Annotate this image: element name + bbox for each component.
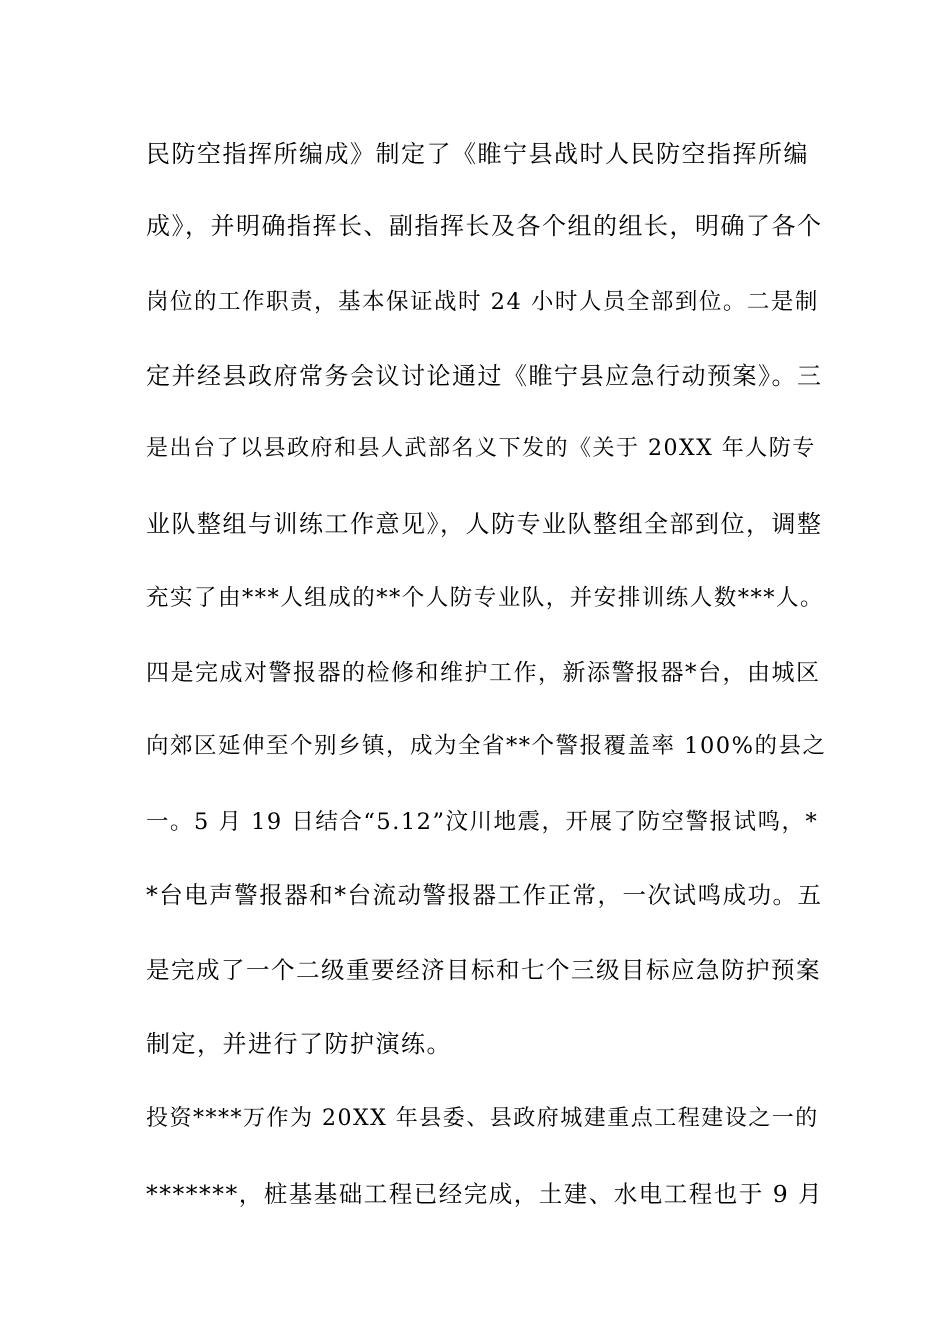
text-line: 制定，并进行了防护演练。	[146, 1030, 452, 1058]
text-line: 充实了由***人组成的**个人防专业队，并安排训练人数***人。	[146, 585, 825, 611]
text-line: 投资****万作为 20XX 年县委、县政府城建重点工程建设之一的	[146, 1106, 819, 1131]
text-line: 是完成了一个二级重要经济目标和七个三级目标应急防护预案	[146, 956, 821, 984]
text-line: 成》，并明确指挥长、副指挥长及各个组的组长，明确了各个	[146, 212, 823, 240]
text-line: 业队整组与训练工作意见》，人防专业队整组全部到位，调整	[146, 510, 823, 538]
text-line: 民防空指挥所编成》制定了《睢宁县战时人民防空指挥所编	[146, 140, 809, 168]
text-line: 一。5 月 19 日结合“5.12”汶川地震，开展了防空警报试鸣，*	[146, 809, 819, 835]
text-line: 岗位的工作职责，基本保证战时 24 小时人员全部到位。二是制	[146, 289, 819, 315]
text-line: 向郊区延伸至个别乡镇，成为全省**个警报覆盖率 100%的县之	[146, 733, 827, 759]
text-line: 四是完成对警报器的检修和维护工作，新添警报器*台，由城区	[146, 660, 821, 686]
text-line: *******，桩基基础工程已经完成，土建、水电工程也于 9 月	[146, 1180, 824, 1208]
text-line: 定并经县政府常务会议讨论通过《睢宁县应急行动预案》。三	[146, 362, 823, 390]
text-line: 是出台了以县政府和县人武部名义下发的《关于 20XX 年人防专	[146, 436, 816, 461]
text-line: *台电声警报器和*台流动警报器工作正常，一次试鸣成功。五	[146, 881, 823, 909]
